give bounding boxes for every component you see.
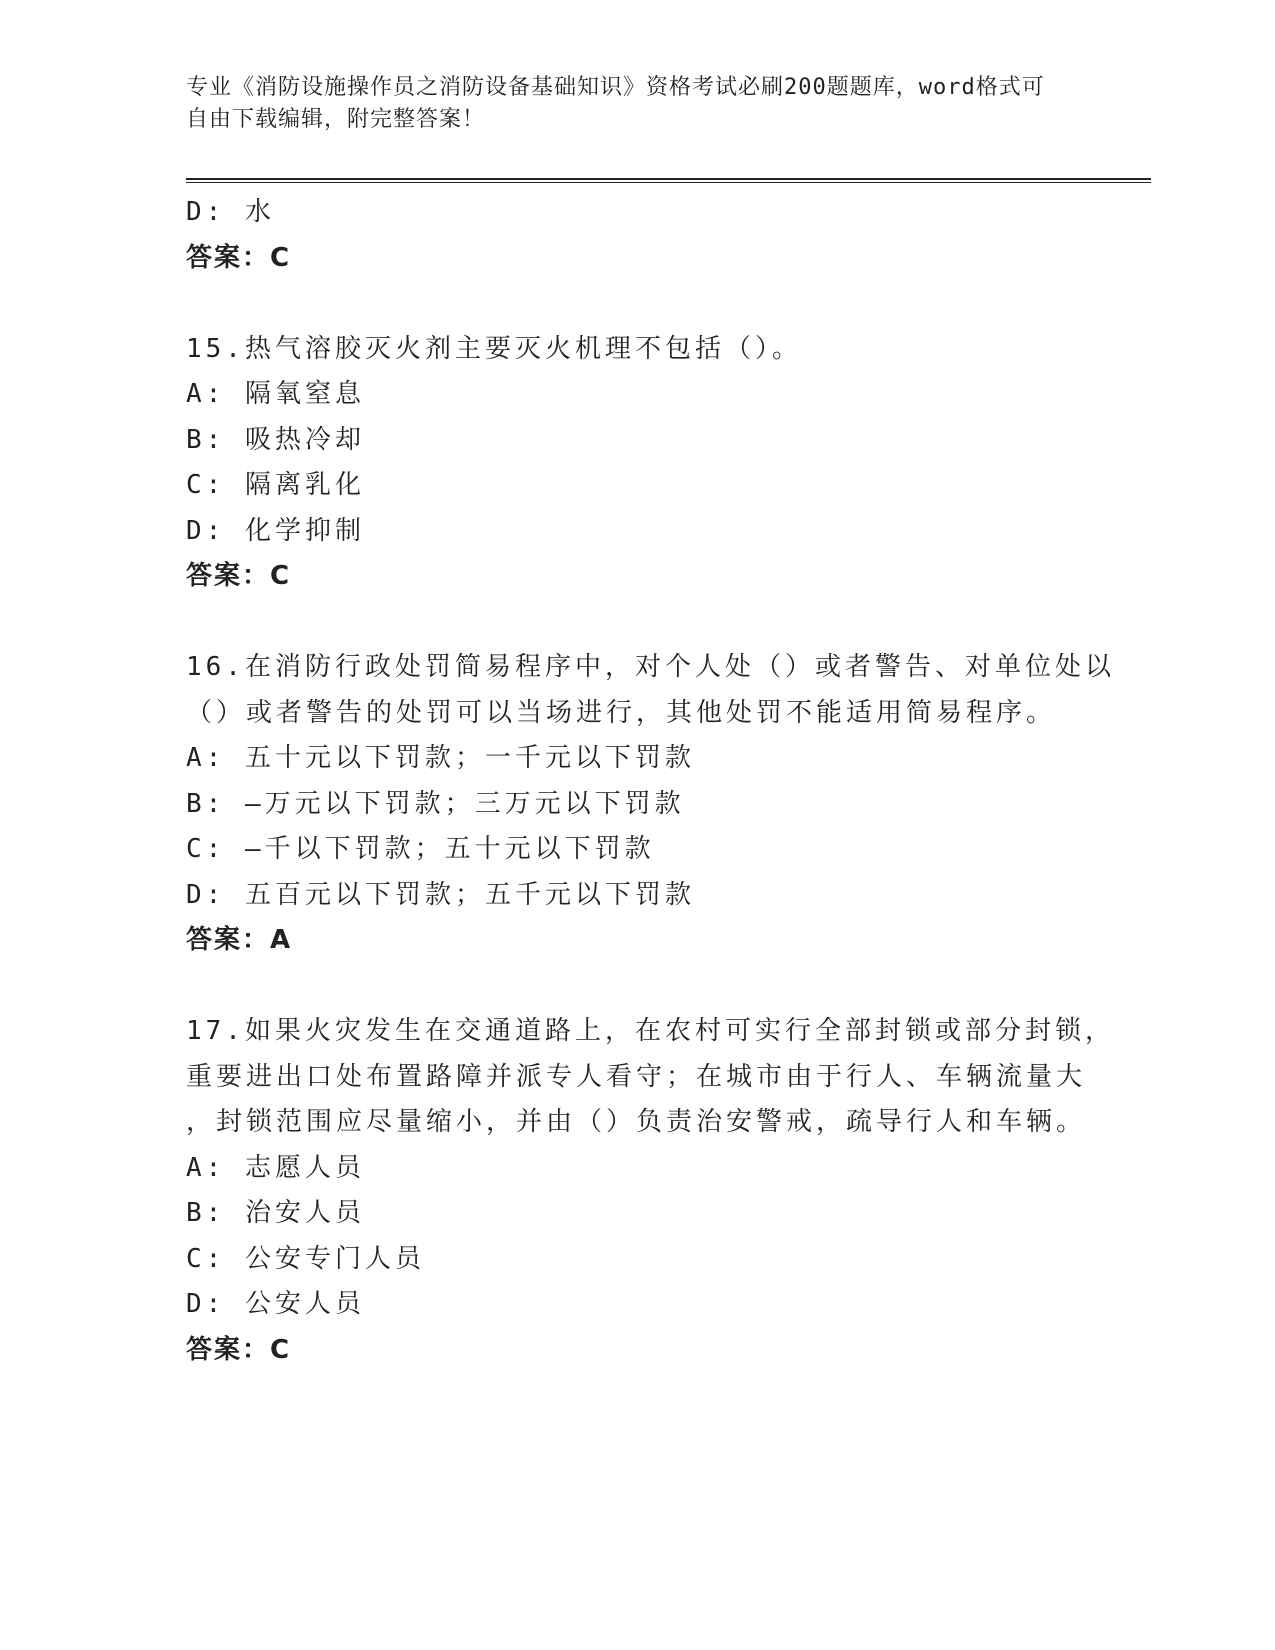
answer: 答案：C xyxy=(186,1334,292,1365)
question-15 xyxy=(186,327,1151,600)
option-b: B: 吸热冷却 xyxy=(186,424,365,455)
question-list xyxy=(186,190,1151,1373)
answer: 答案：C xyxy=(186,561,292,591)
spacer xyxy=(186,281,1151,327)
option-d: D: 化学抑制 xyxy=(186,515,365,546)
option-b: B: —万元以下罚款；三万元以下罚款 xyxy=(186,788,685,819)
option-d: D: 五百元以下罚款；五千元以下罚款 xyxy=(186,879,695,910)
option-d: D: 公安人员 xyxy=(186,1289,365,1319)
question-title-line-1: 16.在消防行政处罚简易程序中，对个人处（）或者警告、对单位处以 xyxy=(186,652,1115,682)
option-c: C: —千以下罚款；五十元以下罚款 xyxy=(186,834,655,864)
question-title-line-2: （）或者警告的处罚可以当场进行，其他处罚不能适用简易程序。 xyxy=(186,697,1057,728)
option-c: C: 公安专门人员 xyxy=(186,1243,425,1274)
question-title: 15.热气溶胶灭火剂主要灭火机理不包括（）。 xyxy=(186,333,802,364)
question-title-line-2: 重要进出口处布置路障并派专人看守；在城市由于行人、车辆流量大 xyxy=(186,1061,1087,1092)
document-header: 专业《消防设施操作员之消防设备基础知识》资格考试必刷200题题库，word格式可自由下载编辑，附完整答案！ xyxy=(186,75,1045,132)
answer: 答案：A xyxy=(186,925,293,955)
spacer xyxy=(186,600,1151,646)
header-divider xyxy=(186,178,1151,183)
question-title-line-3: ，封锁范围应尽量缩小，并由（）负责治安警戒，疏导行人和车辆。 xyxy=(186,1107,1087,1137)
question-16 xyxy=(186,645,1151,964)
option-a: A: 志愿人员 xyxy=(186,1152,365,1183)
answer: 答案：C xyxy=(186,242,292,273)
option-d: D: 水 xyxy=(186,197,275,227)
option-c: C: 隔离乳化 xyxy=(186,470,365,500)
option-a: A: 隔氧窒息 xyxy=(186,379,365,409)
question-17 xyxy=(186,1009,1151,1373)
spacer xyxy=(186,964,1151,1010)
document-page xyxy=(186,0,1151,1650)
option-b: B: 治安人员 xyxy=(186,1198,365,1228)
question-title-line-1: 17.如果火灾发生在交通道路上，在农村可实行全部封锁或部分封锁， xyxy=(186,1016,1115,1046)
option-a: A: 五十元以下罚款；一千元以下罚款 xyxy=(186,743,695,773)
